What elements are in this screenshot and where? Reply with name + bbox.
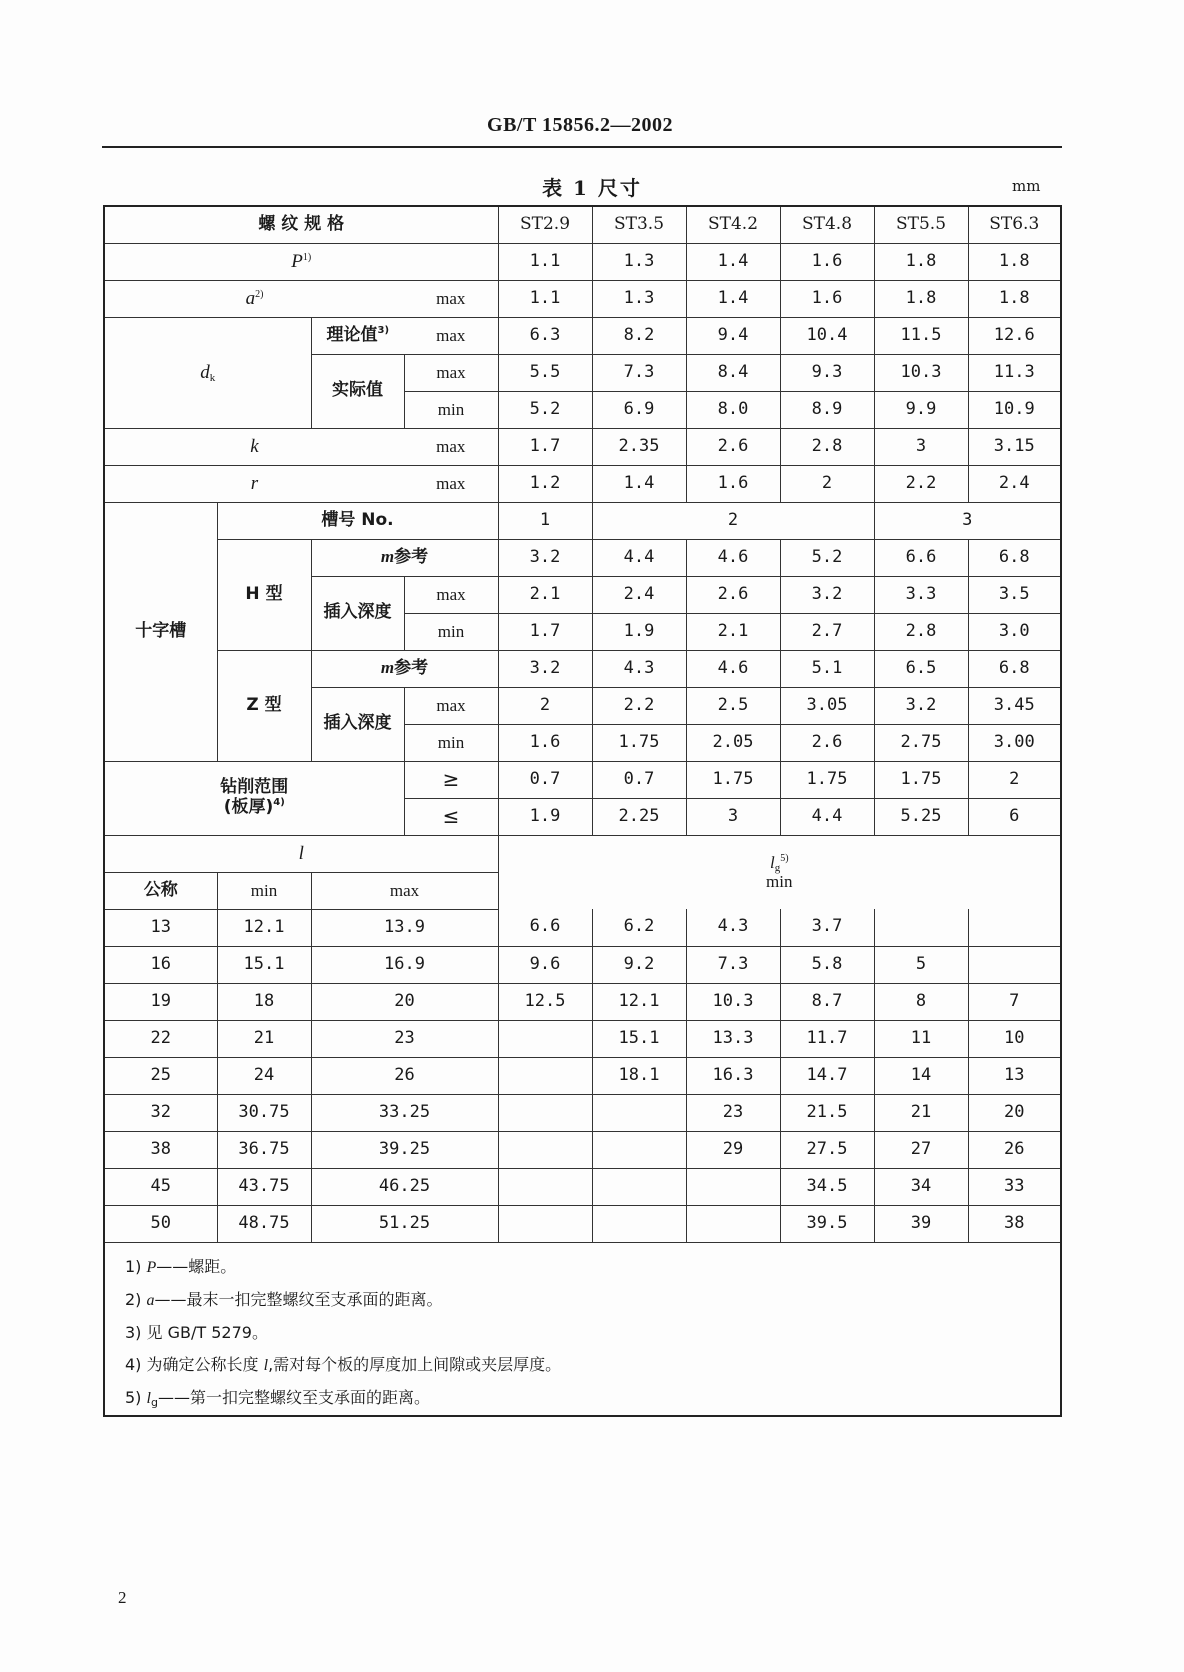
lg-cell: 39 xyxy=(874,1205,968,1242)
lg-cell: 7 xyxy=(968,983,1061,1020)
nominal-cell: 25 xyxy=(104,1057,217,1094)
z-type-label: Z 型 xyxy=(217,650,311,761)
lg-cell: 18.1 xyxy=(592,1057,686,1094)
value-cell: 1.4 xyxy=(592,465,686,502)
theory-label: 理论值$^{3)}$ xyxy=(311,317,404,354)
lg-cell: 5 xyxy=(874,946,968,983)
header-rule xyxy=(102,146,1062,148)
value-cell: 3.3 xyxy=(874,576,968,613)
lg-cell: 12.5 xyxy=(498,983,592,1020)
min-cell: 12.1 xyxy=(217,909,311,946)
lg-cell: 12.1 xyxy=(592,983,686,1020)
table-title: 表 1 尺寸 xyxy=(542,176,642,200)
min-cell: 21 xyxy=(217,1020,311,1057)
z-m-row xyxy=(104,650,1061,687)
limit-label: max xyxy=(404,354,498,391)
value-cell: 1.75 xyxy=(874,761,968,798)
value-cell: 7.3 xyxy=(592,354,686,391)
limit-label: max xyxy=(404,687,498,724)
size-cell: ST5.5 xyxy=(874,206,968,243)
value-cell: 8.0 xyxy=(686,391,780,428)
nominal-cell: 19 xyxy=(104,983,217,1020)
lg-cell: 34 xyxy=(874,1168,968,1205)
limit-label: min xyxy=(404,724,498,761)
lg-cell xyxy=(686,1205,780,1242)
max-cell: 23 xyxy=(311,1020,498,1057)
value-cell: 10.3 xyxy=(874,354,968,391)
max-cell: 20 xyxy=(311,983,498,1020)
lg-cell xyxy=(498,1094,592,1131)
value-cell: 6.8 xyxy=(968,650,1061,687)
unit-label: mm xyxy=(1012,177,1041,195)
value-cell: 1.4 xyxy=(686,243,780,280)
value-cell: 2.75 xyxy=(874,724,968,761)
footnote: 5) $l_g——$第一扣完整螺纹至支承面的距离。 xyxy=(125,1387,430,1409)
footnote: 2) a——最末一扣完整螺纹至支承面的距离。 xyxy=(125,1289,443,1309)
limit-label: max xyxy=(404,428,498,465)
lg-cell: 29 xyxy=(686,1131,780,1168)
lg-cell xyxy=(592,1205,686,1242)
min-cell: 24 xyxy=(217,1057,311,1094)
min-cell: 30.75 xyxy=(217,1094,311,1131)
value-cell: 2.05 xyxy=(686,724,780,761)
value-cell: 6 xyxy=(968,798,1061,835)
value-cell: 2.8 xyxy=(874,613,968,650)
slot-value: 1 xyxy=(498,502,592,539)
value-cell: 2 xyxy=(498,687,592,724)
lg-cell: 38 xyxy=(968,1205,1061,1242)
nominal-cell: 50 xyxy=(104,1205,217,1242)
standard-code: GB/T 15856.2—2002 xyxy=(487,114,673,136)
lg-cell xyxy=(874,909,968,946)
k-symbol: k xyxy=(104,428,404,465)
value-cell: 3.15 xyxy=(968,428,1061,465)
nominal-cell: 22 xyxy=(104,1020,217,1057)
nominal-cell: 13 xyxy=(104,909,217,946)
drill-ge-row xyxy=(104,761,1061,798)
lg-cell xyxy=(968,909,1061,946)
lg-cell: 21 xyxy=(874,1094,968,1131)
lg-cell xyxy=(498,1020,592,1057)
value-cell: 8.9 xyxy=(780,391,874,428)
limit-label: max xyxy=(404,465,498,502)
dimension-table xyxy=(103,205,1062,1417)
value-cell: 1.3 xyxy=(592,243,686,280)
value-cell: 8.2 xyxy=(592,317,686,354)
value-cell: 6.5 xyxy=(874,650,968,687)
value-cell: 1.75 xyxy=(686,761,780,798)
value-cell: 12.6 xyxy=(968,317,1061,354)
value-cell: 2.6 xyxy=(686,576,780,613)
value-cell: 6.6 xyxy=(874,539,968,576)
k-row xyxy=(104,428,1061,465)
footnotes-row xyxy=(104,1242,1061,1416)
value-cell: 2.7 xyxy=(780,613,874,650)
lg-cell: 27.5 xyxy=(780,1131,874,1168)
max-cell: 51.25 xyxy=(311,1205,498,1242)
a-row xyxy=(104,280,1061,317)
value-cell: 1.2 xyxy=(498,465,592,502)
lg-cell: 8 xyxy=(874,983,968,1020)
lg-cell: 3.7 xyxy=(780,909,874,946)
length-row xyxy=(104,1020,1061,1057)
value-cell: 2 xyxy=(780,465,874,502)
value-cell: 3.05 xyxy=(780,687,874,724)
max-cell: 33.25 xyxy=(311,1094,498,1131)
value-cell: 3 xyxy=(874,428,968,465)
lg-cell: 9.2 xyxy=(592,946,686,983)
value-cell: 4.4 xyxy=(592,539,686,576)
value-cell: 1.75 xyxy=(780,761,874,798)
lg-cell xyxy=(968,946,1061,983)
lg-cell: 13 xyxy=(968,1057,1061,1094)
drill-range-label: 钻削范围 (板厚)$^{4)}$ xyxy=(104,761,404,835)
value-cell: 1.75 xyxy=(592,724,686,761)
lg-cell: 11 xyxy=(874,1020,968,1057)
limit-label: min xyxy=(404,613,498,650)
size-cell: ST6.3 xyxy=(968,206,1061,243)
value-cell: 9.4 xyxy=(686,317,780,354)
lg-cell: 10.3 xyxy=(686,983,780,1020)
value-cell: 3.2 xyxy=(874,687,968,724)
thread-size-label: 螺 纹 规 格 xyxy=(104,206,498,243)
lg-cell: 14 xyxy=(874,1057,968,1094)
lg-cell: 34.5 xyxy=(780,1168,874,1205)
value-cell: 3.2 xyxy=(498,539,592,576)
value-cell: 2.1 xyxy=(686,613,780,650)
length-row xyxy=(104,946,1061,983)
value-cell: 3.5 xyxy=(968,576,1061,613)
value-cell: 4.4 xyxy=(780,798,874,835)
nominal-cell: 32 xyxy=(104,1094,217,1131)
value-cell: 6.3 xyxy=(498,317,592,354)
value-cell: 6.9 xyxy=(592,391,686,428)
value-cell: 1.6 xyxy=(498,724,592,761)
value-cell: 1.8 xyxy=(968,280,1061,317)
a-symbol: $a^{2)}$ xyxy=(104,280,404,317)
max-cell: 39.25 xyxy=(311,1131,498,1168)
value-cell: 1.3 xyxy=(592,280,686,317)
lg-cell: 15.1 xyxy=(592,1020,686,1057)
limit-label: max xyxy=(404,576,498,613)
footnote: 3) 见 GB/T 5279。 xyxy=(125,1322,268,1342)
size-header-row xyxy=(104,206,1061,243)
lg-cell: 9.6 xyxy=(498,946,592,983)
ge-symbol: ≥ xyxy=(404,761,498,798)
value-cell: 1.6 xyxy=(686,465,780,502)
lg-cell: 21.5 xyxy=(780,1094,874,1131)
value-cell: 4.3 xyxy=(592,650,686,687)
lg-cell: 39.5 xyxy=(780,1205,874,1242)
m-ref-label: m参考 xyxy=(311,650,498,687)
value-cell: 0.7 xyxy=(592,761,686,798)
value-cell: 11.3 xyxy=(968,354,1061,391)
value-cell: 2.6 xyxy=(686,428,780,465)
lg-cell: 6.2 xyxy=(592,909,686,946)
value-cell: 3 xyxy=(686,798,780,835)
value-cell: 10.9 xyxy=(968,391,1061,428)
lg-cell: 5.8 xyxy=(780,946,874,983)
lg-cell: 23 xyxy=(686,1094,780,1131)
dk-theory-row xyxy=(104,317,1061,354)
lg-cell: 4.3 xyxy=(686,909,780,946)
lg-cell: 26 xyxy=(968,1131,1061,1168)
slot-no-label: 槽号 No. xyxy=(217,502,498,539)
value-cell: 1.7 xyxy=(498,428,592,465)
l-symbol: l xyxy=(104,835,498,872)
min-cell: 18 xyxy=(217,983,311,1020)
cross-recess-label: 十字槽 xyxy=(104,502,217,761)
value-cell: 11.5 xyxy=(874,317,968,354)
value-cell: 1.1 xyxy=(498,243,592,280)
value-cell: 5.5 xyxy=(498,354,592,391)
length-row xyxy=(104,1057,1061,1094)
min-cell: 48.75 xyxy=(217,1205,311,1242)
value-cell: 4.6 xyxy=(686,650,780,687)
lg-cell: 10 xyxy=(968,1020,1061,1057)
dk-symbol: $d_k$ xyxy=(104,317,311,428)
value-cell: 3.00 xyxy=(968,724,1061,761)
lg-cell: 27 xyxy=(874,1131,968,1168)
size-cell: ST2.9 xyxy=(498,206,592,243)
value-cell: 1.1 xyxy=(498,280,592,317)
value-cell: 1.9 xyxy=(592,613,686,650)
lg-cell: 16.3 xyxy=(686,1057,780,1094)
value-cell: 9.9 xyxy=(874,391,968,428)
length-row xyxy=(104,909,1061,946)
value-cell: 1.6 xyxy=(780,280,874,317)
value-cell: 2.4 xyxy=(592,576,686,613)
max-cell: 16.9 xyxy=(311,946,498,983)
min-col-label: min xyxy=(217,872,311,909)
pitch-symbol: $P^{1)}$ xyxy=(104,243,498,280)
value-cell: 2.6 xyxy=(780,724,874,761)
insert-depth-label: 插入深度 xyxy=(311,576,404,650)
length-row xyxy=(104,983,1061,1020)
limit-label: max xyxy=(404,280,498,317)
length-header-row xyxy=(104,835,1061,872)
value-cell: 1.4 xyxy=(686,280,780,317)
lg-cell xyxy=(498,1205,592,1242)
slot-value: 3 xyxy=(874,502,1061,539)
value-cell: 10.4 xyxy=(780,317,874,354)
h-m-row xyxy=(104,539,1061,576)
value-cell: 2 xyxy=(968,761,1061,798)
r-row xyxy=(104,465,1061,502)
nominal-cell: 45 xyxy=(104,1168,217,1205)
h-type-label: H 型 xyxy=(217,539,311,650)
value-cell: 2.5 xyxy=(686,687,780,724)
length-row xyxy=(104,1131,1061,1168)
value-cell: 2.4 xyxy=(968,465,1061,502)
lg-cell: 6.6 xyxy=(498,909,592,946)
footnote: 4) 为确定公称长度 l,需对每个板的厚度加上间隙或夹层厚度。 xyxy=(125,1354,562,1374)
lg-cell xyxy=(592,1168,686,1205)
value-cell: 8.4 xyxy=(686,354,780,391)
slot-no-row xyxy=(104,502,1061,539)
value-cell: 1.8 xyxy=(874,243,968,280)
lg-cell xyxy=(592,1131,686,1168)
lg-cell: 8.7 xyxy=(780,983,874,1020)
value-cell: 5.25 xyxy=(874,798,968,835)
value-cell: 3.2 xyxy=(780,576,874,613)
value-cell: 1.9 xyxy=(498,798,592,835)
value-cell: 2.25 xyxy=(592,798,686,835)
lg-cell xyxy=(686,1168,780,1205)
value-cell: 1.8 xyxy=(874,280,968,317)
value-cell: 2.35 xyxy=(592,428,686,465)
lg-cell: 33 xyxy=(968,1168,1061,1205)
value-cell: 1.8 xyxy=(968,243,1061,280)
pitch-row xyxy=(104,243,1061,280)
value-cell: 6.8 xyxy=(968,539,1061,576)
min-cell: 36.75 xyxy=(217,1131,311,1168)
limit-label: max xyxy=(404,317,498,354)
lg-cell: 14.7 xyxy=(780,1057,874,1094)
actual-label: 实际值 xyxy=(311,354,404,428)
length-row xyxy=(104,1094,1061,1131)
lg-cell: 13.3 xyxy=(686,1020,780,1057)
r-symbol: r xyxy=(104,465,404,502)
value-cell: 2.2 xyxy=(592,687,686,724)
size-cell: ST4.2 xyxy=(686,206,780,243)
value-cell: 3.0 xyxy=(968,613,1061,650)
max-cell: 46.25 xyxy=(311,1168,498,1205)
slot-value: 2 xyxy=(592,502,874,539)
insert-depth-label: 插入深度 xyxy=(311,687,404,761)
footnotes xyxy=(104,1242,1061,1416)
value-cell: 3.45 xyxy=(968,687,1061,724)
value-cell: 5.2 xyxy=(780,539,874,576)
nominal-col-label: 公称 xyxy=(104,872,217,909)
value-cell: 2.1 xyxy=(498,576,592,613)
value-cell: 1.7 xyxy=(498,613,592,650)
value-cell: 1.6 xyxy=(780,243,874,280)
value-cell: 2.8 xyxy=(780,428,874,465)
value-cell: 5.1 xyxy=(780,650,874,687)
max-cell: 26 xyxy=(311,1057,498,1094)
length-row xyxy=(104,1168,1061,1205)
lg-cell xyxy=(592,1094,686,1131)
nominal-cell: 38 xyxy=(104,1131,217,1168)
value-cell: 9.3 xyxy=(780,354,874,391)
le-symbol: ≤ xyxy=(404,798,498,835)
size-cell: ST3.5 xyxy=(592,206,686,243)
max-cell: 13.9 xyxy=(311,909,498,946)
limit-label: min xyxy=(404,391,498,428)
m-ref-label: m参考 xyxy=(311,539,498,576)
max-col-label: max xyxy=(311,872,498,909)
value-cell: 2.2 xyxy=(874,465,968,502)
size-cell: ST4.8 xyxy=(780,206,874,243)
value-cell: 4.6 xyxy=(686,539,780,576)
value-cell: 5.2 xyxy=(498,391,592,428)
length-row xyxy=(104,1205,1061,1242)
page-number: 2 xyxy=(118,1588,127,1607)
nominal-cell: 16 xyxy=(104,946,217,983)
lg-cell: 7.3 xyxy=(686,946,780,983)
lg-cell xyxy=(498,1168,592,1205)
lg-cell: 20 xyxy=(968,1094,1061,1131)
min-cell: 43.75 xyxy=(217,1168,311,1205)
lg-cell xyxy=(498,1057,592,1094)
lg-cell: 11.7 xyxy=(780,1020,874,1057)
value-cell: 0.7 xyxy=(498,761,592,798)
lg-header: $l_g^{5)}$ min xyxy=(498,835,1061,909)
lg-cell xyxy=(498,1131,592,1168)
footnote: 1) P——螺距。 xyxy=(125,1256,237,1276)
min-cell: 15.1 xyxy=(217,946,311,983)
value-cell: 3.2 xyxy=(498,650,592,687)
